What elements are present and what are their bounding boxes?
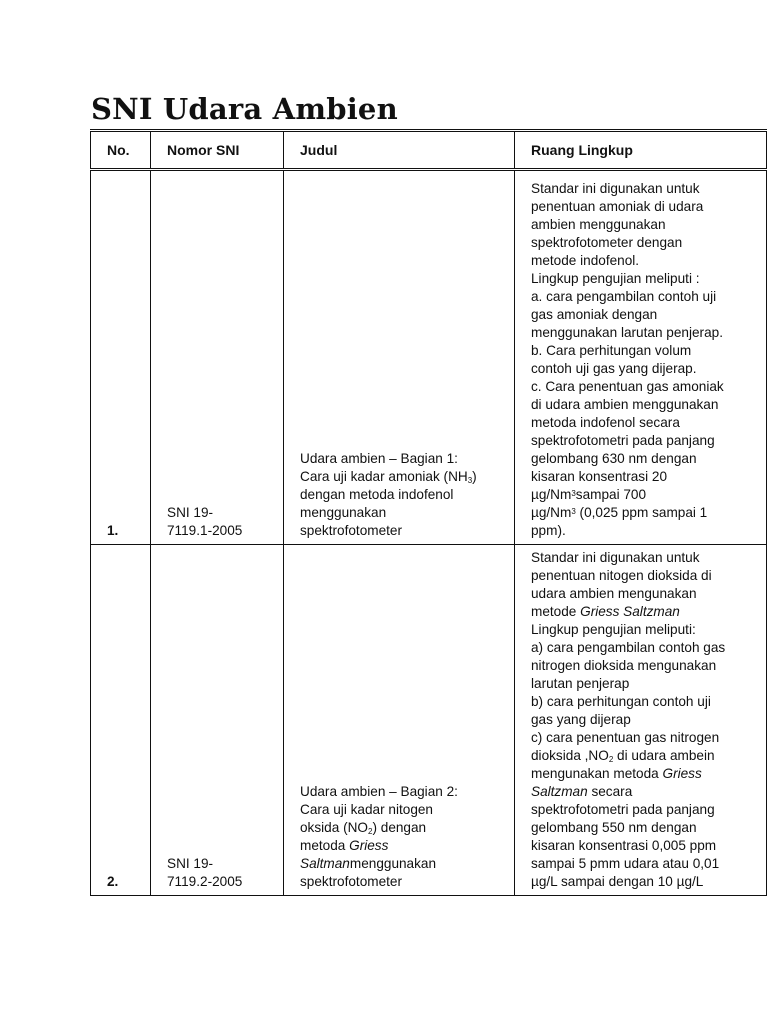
table-header-row	[91, 131, 767, 170]
ruang-line: Lingkup pengujian meliputi :	[531, 271, 700, 286]
ruang-line: µg/Nm$^3$ (0,025 ppm sampai 1	[531, 505, 708, 520]
ruang-line: µg/L sampai dengan 10 µg/L	[531, 874, 704, 889]
ruang-line: di udara ambien menggunakan	[531, 397, 719, 412]
ruang-line: b) cara perhitungan contoh uji	[531, 694, 711, 709]
ruang-lingkup-cell	[515, 545, 767, 896]
table-row	[91, 545, 767, 896]
header-nomor-sni: Nomor SNI	[151, 131, 284, 170]
page-title: SNI Udara Ambien	[91, 92, 398, 126]
ruang-line: mengunakan metoda Griess	[531, 766, 702, 781]
header-no: No.	[91, 131, 151, 170]
judul-line: metoda Griess	[300, 838, 389, 853]
ruang-line: a. cara pengambilan contoh uji	[531, 289, 717, 304]
ruang-line: gas amoniak dengan	[531, 307, 658, 322]
ruang-line: µg/Nm$^3$sampai 700	[531, 487, 647, 502]
ruang-line: larutan penjerap	[531, 676, 630, 691]
header-ruang-lingkup: Ruang Lingkup	[515, 131, 767, 170]
ruang-line: metode Griess Saltzman	[531, 604, 680, 619]
judul-line: spektrofotometer	[300, 874, 402, 889]
ruang-line: penentuan amoniak di udara	[531, 199, 704, 214]
judul-line: Saltmanmenggunakan	[300, 856, 437, 871]
ruang-line: b. Cara perhitungan volum	[531, 343, 692, 358]
ruang-line: nitrogen dioksida mengunakan	[531, 658, 717, 673]
ruang-line: Standar ini digunakan untuk	[531, 550, 700, 565]
ruang-line: Standar ini digunakan untuk	[531, 181, 700, 196]
judul-cell	[284, 545, 515, 896]
header-judul: Judul	[284, 131, 515, 170]
judul-line: Udara ambien – Bagian 2:	[300, 784, 458, 799]
judul-line: Udara ambien – Bagian 1:	[300, 451, 458, 466]
nomor-sni-cell	[151, 170, 284, 545]
ruang-line: dioksida $,NO_2$ di udara ambein	[531, 748, 715, 764]
judul-line: dengan metoda indofenol	[300, 487, 454, 502]
ruang-line: kisaran konsentrasi 20	[531, 469, 668, 484]
row-number: 1.	[91, 170, 151, 545]
ruang-line: spektrofotometri pada panjang	[531, 802, 715, 817]
nomor-sni-line: SNI 19-	[167, 856, 214, 871]
judul-line: spektrofotometer	[300, 523, 402, 538]
ruang-line: Saltzman secara	[531, 784, 633, 799]
ruang-line: penentuan nitogen dioksida di	[531, 568, 712, 583]
ruang-line: Lingkup pengujian meliputi:	[531, 622, 696, 637]
judul-cell	[284, 170, 515, 545]
judul-line: Cara uji kadar amoniak $(NH_3)$	[300, 469, 477, 485]
ruang-line: contoh uji gas yang dijerap.	[531, 361, 697, 376]
ruang-line: gelombang 630 nm dengan	[531, 451, 697, 466]
judul-line: oksida $(NO_2)$ dengan	[300, 820, 427, 836]
nomor-sni-line: 7119.2-2005	[167, 874, 243, 889]
ruang-line: gas yang dijerap	[531, 712, 631, 727]
judul-line: Cara uji kadar nitogen	[300, 802, 433, 817]
ruang-line: kisaran konsentrasi 0,005 ppm	[531, 838, 717, 853]
nomor-sni-line: 7119.1-2005	[167, 523, 243, 538]
ruang-line: metoda indofenol secara	[531, 415, 680, 430]
nomor-sni-cell	[151, 545, 284, 896]
ruang-line: a) cara pengambilan contoh gas	[531, 640, 726, 655]
judul-line: menggunakan	[300, 505, 387, 520]
ruang-line: menggunakan larutan penjerap.	[531, 325, 723, 340]
ruang-line: ambien menggunakan	[531, 217, 666, 232]
row-number: 2.	[91, 545, 151, 896]
sni-table	[90, 129, 767, 896]
ruang-line: c. Cara penentuan gas amoniak	[531, 379, 724, 394]
ruang-lingkup-cell	[515, 170, 767, 545]
ruang-line: spektrofotometer dengan	[531, 235, 683, 250]
ruang-line: ppm).	[531, 523, 566, 538]
ruang-line: sampai 5 pmm udara atau 0,01	[531, 856, 720, 871]
nomor-sni-line: SNI 19-	[167, 505, 214, 520]
table-row	[91, 170, 767, 545]
ruang-line: gelombang 550 nm dengan	[531, 820, 697, 835]
ruang-line: c) cara penentuan gas nitrogen	[531, 730, 720, 745]
ruang-line: metode indofenol.	[531, 253, 640, 268]
ruang-line: udara ambien mengunakan	[531, 586, 697, 601]
ruang-line: spektrofotometri pada panjang	[531, 433, 715, 448]
